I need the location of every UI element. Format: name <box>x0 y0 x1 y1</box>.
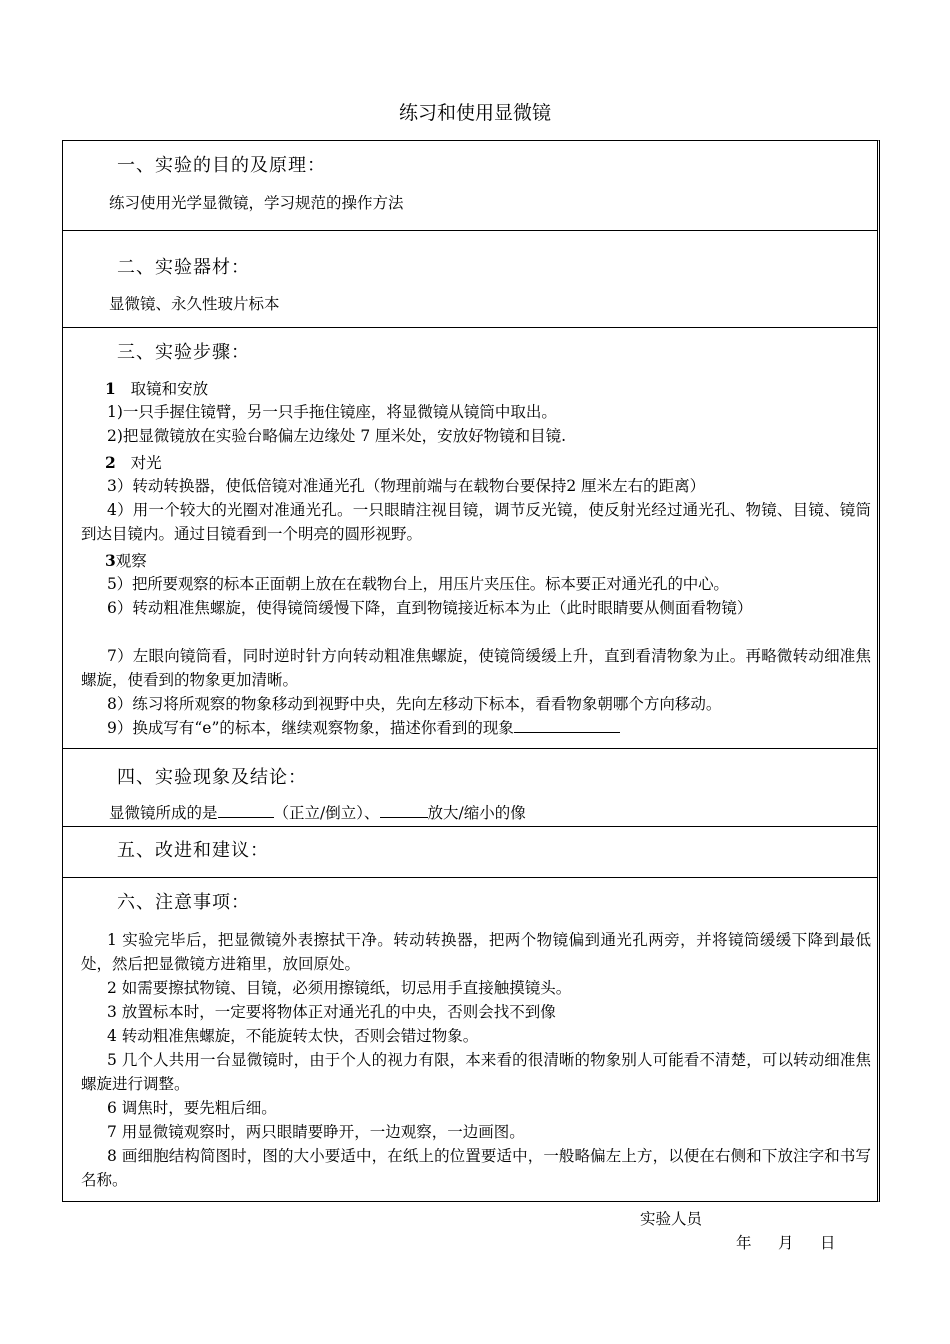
month-label: 月 <box>778 1234 794 1252</box>
step-group-label: 观察 <box>115 552 147 570</box>
step-group-number: 3 <box>105 551 116 570</box>
note-item: 4 转动粗准焦螺旋，不能旋转太快，否则会错过物象。 <box>107 1027 479 1045</box>
step-group-heading <box>105 377 208 399</box>
year-label: 年 <box>736 1234 752 1252</box>
section-steps <box>63 328 877 749</box>
section-notes <box>63 878 877 1202</box>
note-item: 6 调焦时，要先粗后细。 <box>107 1099 277 1117</box>
section-heading: 三、实验步骤： <box>117 342 250 363</box>
answer-blank[interactable] <box>514 716 620 733</box>
step-item: 2)把显微镜放在实验台略偏左边缘处 7 厘米处，安放好物镜和目镜. <box>107 427 567 445</box>
step-item: 6）转动粗准焦螺旋，使得镜筒缓慢下降，直到物镜接近标本为止（此时眼睛要从侧面看物镜） <box>107 599 753 617</box>
step-item: 4）用一个较大的光圈对准通光孔。一只眼睛注视目镜，调节反光镜，使反射光经过通光孔、物镜、目镜、镜筒到达目镜内。通过目镜看到一个明亮的圆形视野。 <box>81 501 871 543</box>
step-item: 8）练习将所观察的物象移动到视野中央，先向左移动下标本，看看物象朝哪个方向移动。 <box>107 695 722 713</box>
document-title: 练习和使用显微镜 <box>398 102 551 124</box>
section-heading: 五、改进和建议： <box>117 840 269 861</box>
step-group-label: 对光 <box>130 454 162 472</box>
day-label: 日 <box>820 1234 836 1252</box>
answer-blank-magnification[interactable] <box>380 801 428 818</box>
section-conclusion <box>63 749 877 827</box>
note-item: 2 如需要擦拭物镜、目镜，必须用擦镜纸，切忌用手直接触摸镜头。 <box>107 979 572 997</box>
step-group-number: 2 <box>105 453 116 472</box>
step-item: 7）左眼向镜筒看，同时逆时针方向转动粗准焦螺旋，使镜筒缓缓上升，直到看清物象为止。再略微转动细准焦螺旋，使看到的物象更加清晰。 <box>81 647 871 689</box>
note-item: 7 用显微镜观察时，两只眼睛要睁开，一边观察，一边画图。 <box>107 1123 525 1141</box>
section-heading: 六、注意事项： <box>117 892 250 913</box>
step-item: 1)一只手握住镜臂，另一只手拖住镜座，将显微镜从镜筒中取出。 <box>107 403 557 421</box>
step-item <box>81 716 871 740</box>
section-suggestions <box>63 827 877 878</box>
step-item: 3）转动转换器，使低倍镜对准通光孔（物理前端与在载物台要保持2 厘米左右的距离） <box>107 477 706 495</box>
section-materials <box>63 231 877 328</box>
note-item: 5 几个人共用一台显微镜时，由于个人的视力有限，本来看的很清晰的物象别人可能看不清楚，可以转动细准焦螺旋进行调整。 <box>81 1051 871 1093</box>
experimenter-label: 实验人员 <box>640 1210 703 1228</box>
step-group-label: 取镜和安放 <box>130 380 209 398</box>
note-item: 1 实验完毕后，把显微镜外表擦拭干净。转动转换器，把两个物镜偏到通光孔两旁，并将镜筒缓缓下降到最低处，然后把显微镜方进箱里，放回原处。 <box>81 931 871 973</box>
conclusion-text: 显微镜所成的是 <box>109 804 218 822</box>
note-item: 8 画细胞结构简图时，图的大小要适中，在纸上的位置要适中，一般略偏左上方，以便在右侧和下放注字和书写名称。 <box>81 1147 871 1189</box>
step-text: 9）换成写有“e”的标本，继续观察物象，描述你看到的现象 <box>107 719 514 737</box>
report-table <box>62 140 880 1202</box>
section-heading: 一、实验的目的及原理： <box>117 155 326 176</box>
step-group-heading <box>105 549 147 571</box>
conclusion-text: （正立/倒立）、 <box>273 804 380 822</box>
conclusion-text: 放大/缩小的像 <box>427 804 526 822</box>
step-group-number: 1 <box>105 379 116 398</box>
date-line <box>736 1231 862 1253</box>
section-purpose <box>63 141 877 231</box>
note-item: 3 放置标本时，一定要将物体正对通光孔的中央，否则会找不到像 <box>107 1003 556 1021</box>
answer-blank-orientation[interactable] <box>218 801 274 818</box>
section-heading: 二、实验器材： <box>117 257 250 278</box>
step-group-heading <box>105 451 162 473</box>
step-item: 5）把所要观察的标本正面朝上放在在载物台上，用压片夹压住。标本要正对通光孔的中心。 <box>107 575 729 593</box>
section-text: 显微镜、永久性玻片标本 <box>109 295 280 313</box>
conclusion-line <box>109 801 871 823</box>
section-text: 练习使用光学显微镜，学习规范的操作方法 <box>109 194 404 212</box>
section-heading: 四、实验现象及结论： <box>117 767 307 788</box>
